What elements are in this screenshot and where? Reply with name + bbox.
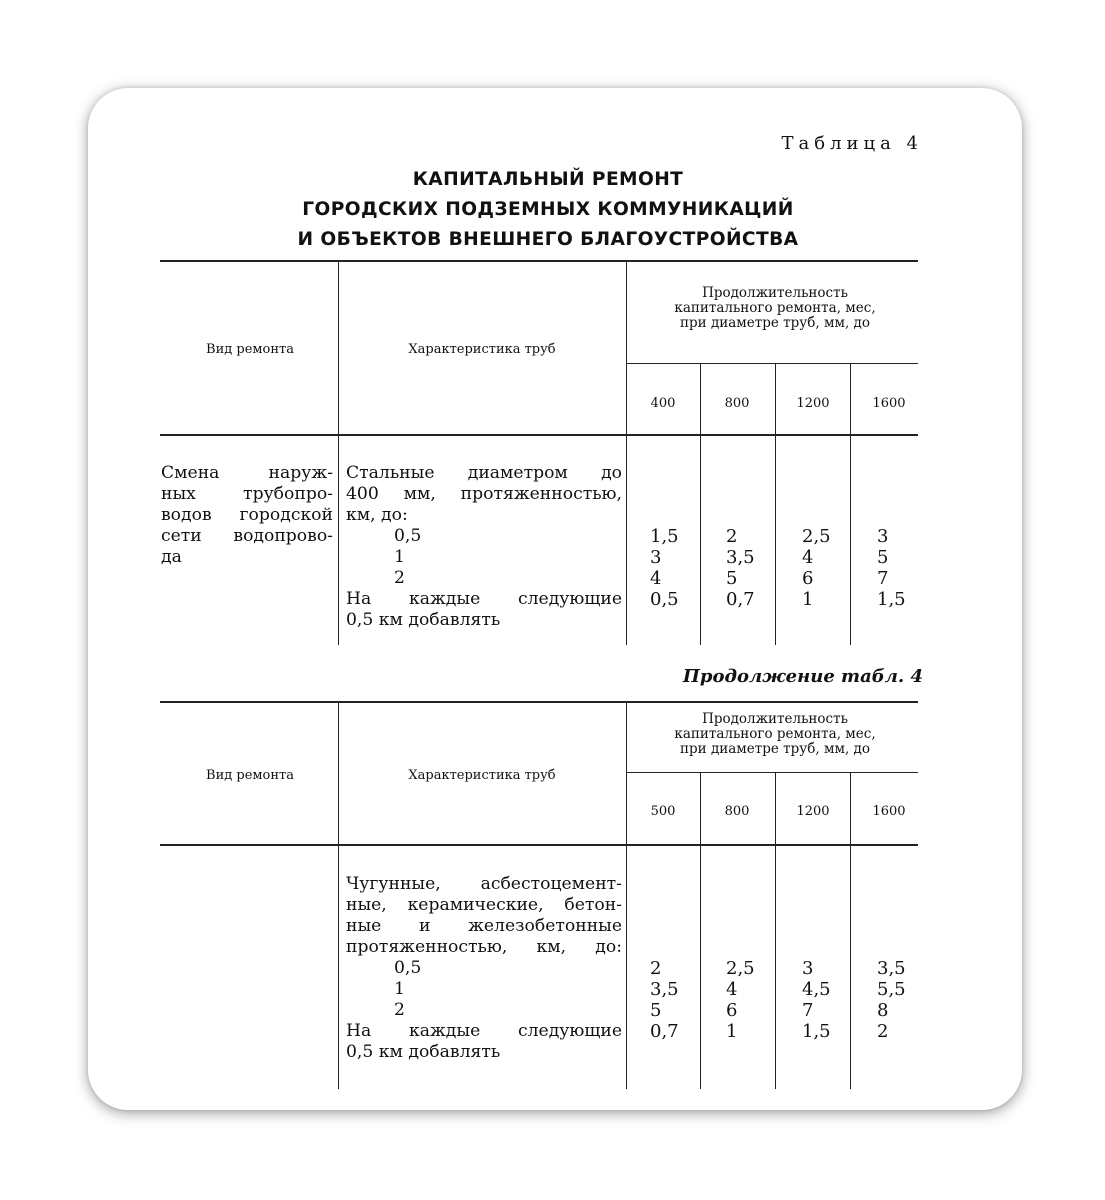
length-value: 2 [394,1000,405,1020]
value-cell: 0,7 [726,589,755,610]
text-line: ных трубопро- [161,484,333,504]
text-line: 0,5 км добавлять [346,610,501,630]
header-repair-type: Вид ремонта [206,342,294,357]
text-line: 400 мм, протяженностью, [346,484,622,504]
value-cell: 3 [877,526,889,547]
text-line: ные и железобетонные [346,916,622,936]
value-cell: 3,5 [877,958,906,979]
rule [626,772,918,773]
title-line: ГОРОДСКИХ ПОДЗЕМНЫХ КОММУНИКАЦИЙ [302,198,794,220]
header-pipe-characteristics: Характеристика труб [408,342,556,357]
value-column [650,526,679,610]
header-line: капитального ремонта, мес, [674,726,876,742]
header-diameter: 800 [724,804,750,819]
text-line: сети водопрово- [161,526,333,546]
title-line: КАПИТАЛЬНЫЙ РЕМОНТ [412,168,684,190]
text-line: протяженностью, км, до: [346,937,622,957]
header-diameter: 1200 [796,804,830,819]
text-line: водов городской [161,505,333,525]
value-cell: 0,5 [650,589,679,610]
column-divider [775,363,776,645]
rule [160,844,918,846]
column-divider [626,260,627,645]
rule [160,260,918,262]
value-cell: 2,5 [726,958,755,979]
value-cell: 4 [650,568,662,589]
value-cell: 2 [650,958,662,979]
value-cell: 1 [802,589,814,610]
value-cell: 5 [650,1000,662,1021]
value-cell: 5 [877,547,889,568]
value-cell: 2 [877,1021,889,1042]
value-cell: 8 [877,1000,889,1021]
value-cell: 3 [802,958,814,979]
header-line: Продолжительность [702,711,848,727]
value-cell: 4 [802,547,814,568]
text-line: Чугунные, асбестоцемент- [346,874,622,894]
repair-type-cell [161,463,333,568]
length-value: 1 [394,547,405,567]
table-title [156,164,940,254]
text-line: На каждые следующие [346,1021,622,1041]
document-page [88,88,1022,1110]
value-cell: 3,5 [726,547,755,568]
header-duration [629,712,921,757]
value-cell: 1,5 [877,589,906,610]
pipe-characteristics-cell [346,874,622,1063]
header-diameter: 1600 [872,396,906,411]
table-number-label: Таблица 4 [781,133,923,154]
value-column [726,958,755,1042]
header-duration [629,286,921,331]
header-diameter: 400 [650,396,676,411]
value-cell: 0,7 [650,1021,679,1042]
column-divider [700,772,701,1089]
value-column [877,526,906,610]
value-cell: 1 [726,1021,738,1042]
header-line: Продолжительность [702,285,848,301]
title-line: И ОБЪЕКТОВ ВНЕШНЕГО БЛАГОУСТРОЙСТВА [297,228,799,250]
value-cell: 4,5 [802,979,831,1000]
value-cell: 3,5 [650,979,679,1000]
value-column [726,526,755,610]
header-pipe-characteristics: Характеристика труб [408,768,556,783]
value-column [877,958,906,1042]
pipe-characteristics-cell [346,463,622,631]
length-value: 0,5 [394,958,422,978]
header-diameter: 500 [650,804,676,819]
length-value: 2 [394,568,405,588]
column-divider [338,260,339,645]
header-line: при диаметре труб, мм, до [680,315,870,331]
column-divider [850,772,851,1089]
length-value: 0,5 [394,526,422,546]
value-cell: 5,5 [877,979,906,1000]
value-cell: 5 [726,568,738,589]
value-column [650,958,679,1042]
value-cell: 7 [802,1000,814,1021]
value-column [802,958,831,1042]
header-repair-type: Вид ремонта [206,768,294,783]
text-line: 0,5 км добавлять [346,1042,501,1062]
column-divider [775,772,776,1089]
value-cell: 6 [802,568,814,589]
rule [160,701,918,703]
column-divider [700,363,701,645]
value-column [802,526,831,610]
header-diameter: 1600 [872,804,906,819]
column-divider [626,701,627,1089]
text-line: Смена наруж- [161,463,333,483]
text-line: ные, керамические, бетон- [346,895,622,915]
text-line: Стальные диаметром до [346,463,622,483]
value-cell: 2 [726,526,738,547]
header-line: при диаметре труб, мм, до [680,741,870,757]
value-cell: 2,5 [802,526,831,547]
text-line: км, до: [346,505,408,525]
rule [160,434,918,436]
value-cell: 3 [650,547,662,568]
value-cell: 1,5 [802,1021,831,1042]
value-cell: 4 [726,979,738,1000]
value-cell: 6 [726,1000,738,1021]
length-value: 1 [394,979,405,999]
continuation-label: Продолжение табл. 4 [682,666,923,687]
value-cell: 7 [877,568,889,589]
text-line: На каждые следующие [346,589,622,609]
header-diameter: 800 [724,396,750,411]
header-line: капитального ремонта, мес, [674,300,876,316]
rule [626,363,918,364]
text-line: да [161,547,182,567]
value-cell: 1,5 [650,526,679,547]
header-diameter: 1200 [796,396,830,411]
column-divider [850,363,851,645]
column-divider [338,701,339,1089]
